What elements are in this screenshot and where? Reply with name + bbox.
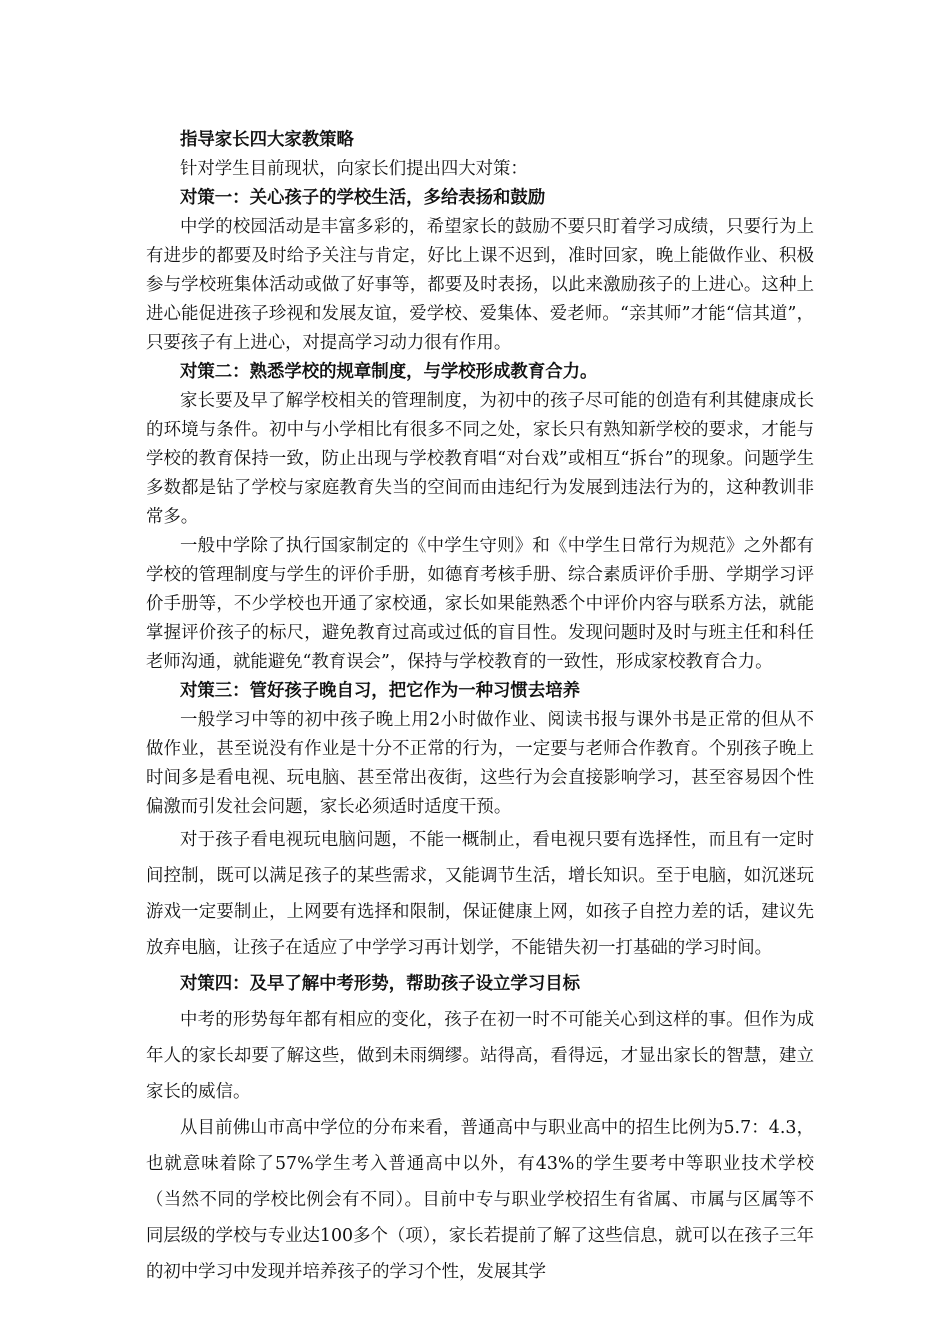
intro-paragraph: 针对学生目前现状，向家长们提出四大对策： xyxy=(180,159,528,179)
section-4-heading: 对策四：及早了解中考形势，帮助孩子设立学习目标 xyxy=(180,974,580,994)
section-3-paragraph-1: 一般学习中等的初中孩子晚上用2小时做作业、阅读书报与课外书是正常的但从不做作业，甚至说没有作业是十分不正常的行为，一定要与老师合作教育。个别孩子晚上时间多是看电视、玩电脑、甚至常出夜街，这些行为会直接影响学习，甚至容易因个性偏激而引发社会问题，家长必须适时适度干预。 xyxy=(146,710,814,817)
section-3-heading: 对策三：管好孩子晚自习，把它作为一种习惯去培养 xyxy=(180,681,580,701)
section-3-paragraph-2: 对于孩子看电视玩电脑问题，不能一概制止，看电视只要有选择性，而且有一定时间控制，既可以满足孩子的某些需求，又能调节生活，增长知识。至于电脑，如沉迷玩游戏一定要制止，上网要有选择和限制，保证健康上网，如孩子自控力差的话，建议先放弃电脑，让孩子在适应了中学学习再计划学，不能错失初一打基础的学习时间。 xyxy=(146,830,814,958)
document-title: 指导家长四大家教策略 xyxy=(180,130,354,150)
section-2-heading: 对策二：熟悉学校的规章制度，与学校形成教育合力。 xyxy=(180,362,598,382)
loose-spaced-block xyxy=(146,822,814,1290)
section-1-paragraph-1: 中学的校园活动是丰富多彩的，希望家长的鼓励不要只盯着学习成绩，只要行为上有进步的都要及时给予关注与肯定，好比上课不迟到，准时回家，晚上能做作业、积极参与学校班集体活动或做了好事等，都要及时表扬，以此来激励孩子的上进心。这种上进心能促进孩子珍视和发展友谊，爱学校、爱集体、爱老师。“亲其师”才能“信其道”，只要孩子有上进心，对提高学习动力很有作用。 xyxy=(146,217,814,353)
section-2-paragraph-2: 一般中学除了执行国家制定的《中学生守则》和《中学生日常行为规范》之外都有学校的管理制度与学生的评价手册，如德育考核手册、综合素质评价手册、学期学习评价手册等，不少学校也开通了家校通，家长如果能熟悉个中评价内容与联系方法，就能掌握评价孩子的标尺，避免教育过高或过低的盲目性。发现问题时及时与班主任和科任老师沟通，就能避免“教育误会”，保持与学校教育的一致性，形成家校教育合力。 xyxy=(146,536,814,672)
document-page xyxy=(146,126,814,1290)
section-1-heading: 对策一：关心孩子的学校生活，多给表扬和鼓励 xyxy=(180,188,546,208)
section-4-paragraph-2: 从目前佛山市高中学位的分布来看，普通高中与职业高中的招生比例为5.7：4.3，也就意味着除了57%学生考入普通高中以外，有43%的学生要考中等职业技术学校（当然不同的学校比例会有不同）。目前中专与职业学校招生有省属、市属与区属等不同层级的学校与专业达100多个（项），家长若提前了解了这些信息，就可以在孩子三年的初中学习中发现并培养孩子的学习个性，发展其学 xyxy=(146,1118,814,1282)
section-4-paragraph-1: 中考的形势每年都有相应的变化，孩子在初一时不可能关心到这样的事。但作为成年人的家长却要了解这些，做到未雨绸缪。站得高，看得远，才显出家长的智慧，建立家长的威信。 xyxy=(146,1010,814,1102)
section-2-paragraph-1: 家长要及早了解学校相关的管理制度，为初中的孩子尽可能的创造有利其健康成长的环境与条件。初中与小学相比有很多不同之处，家长只有熟知新学校的要求，才能与学校的教育保持一致，防止出现与学校教育唱“对台戏”或相互“拆台”的现象。问题学生多数都是钻了学校与家庭教育失当的空间而由违纪行为发展到违法行为的，这种教训非常多。 xyxy=(146,391,814,527)
